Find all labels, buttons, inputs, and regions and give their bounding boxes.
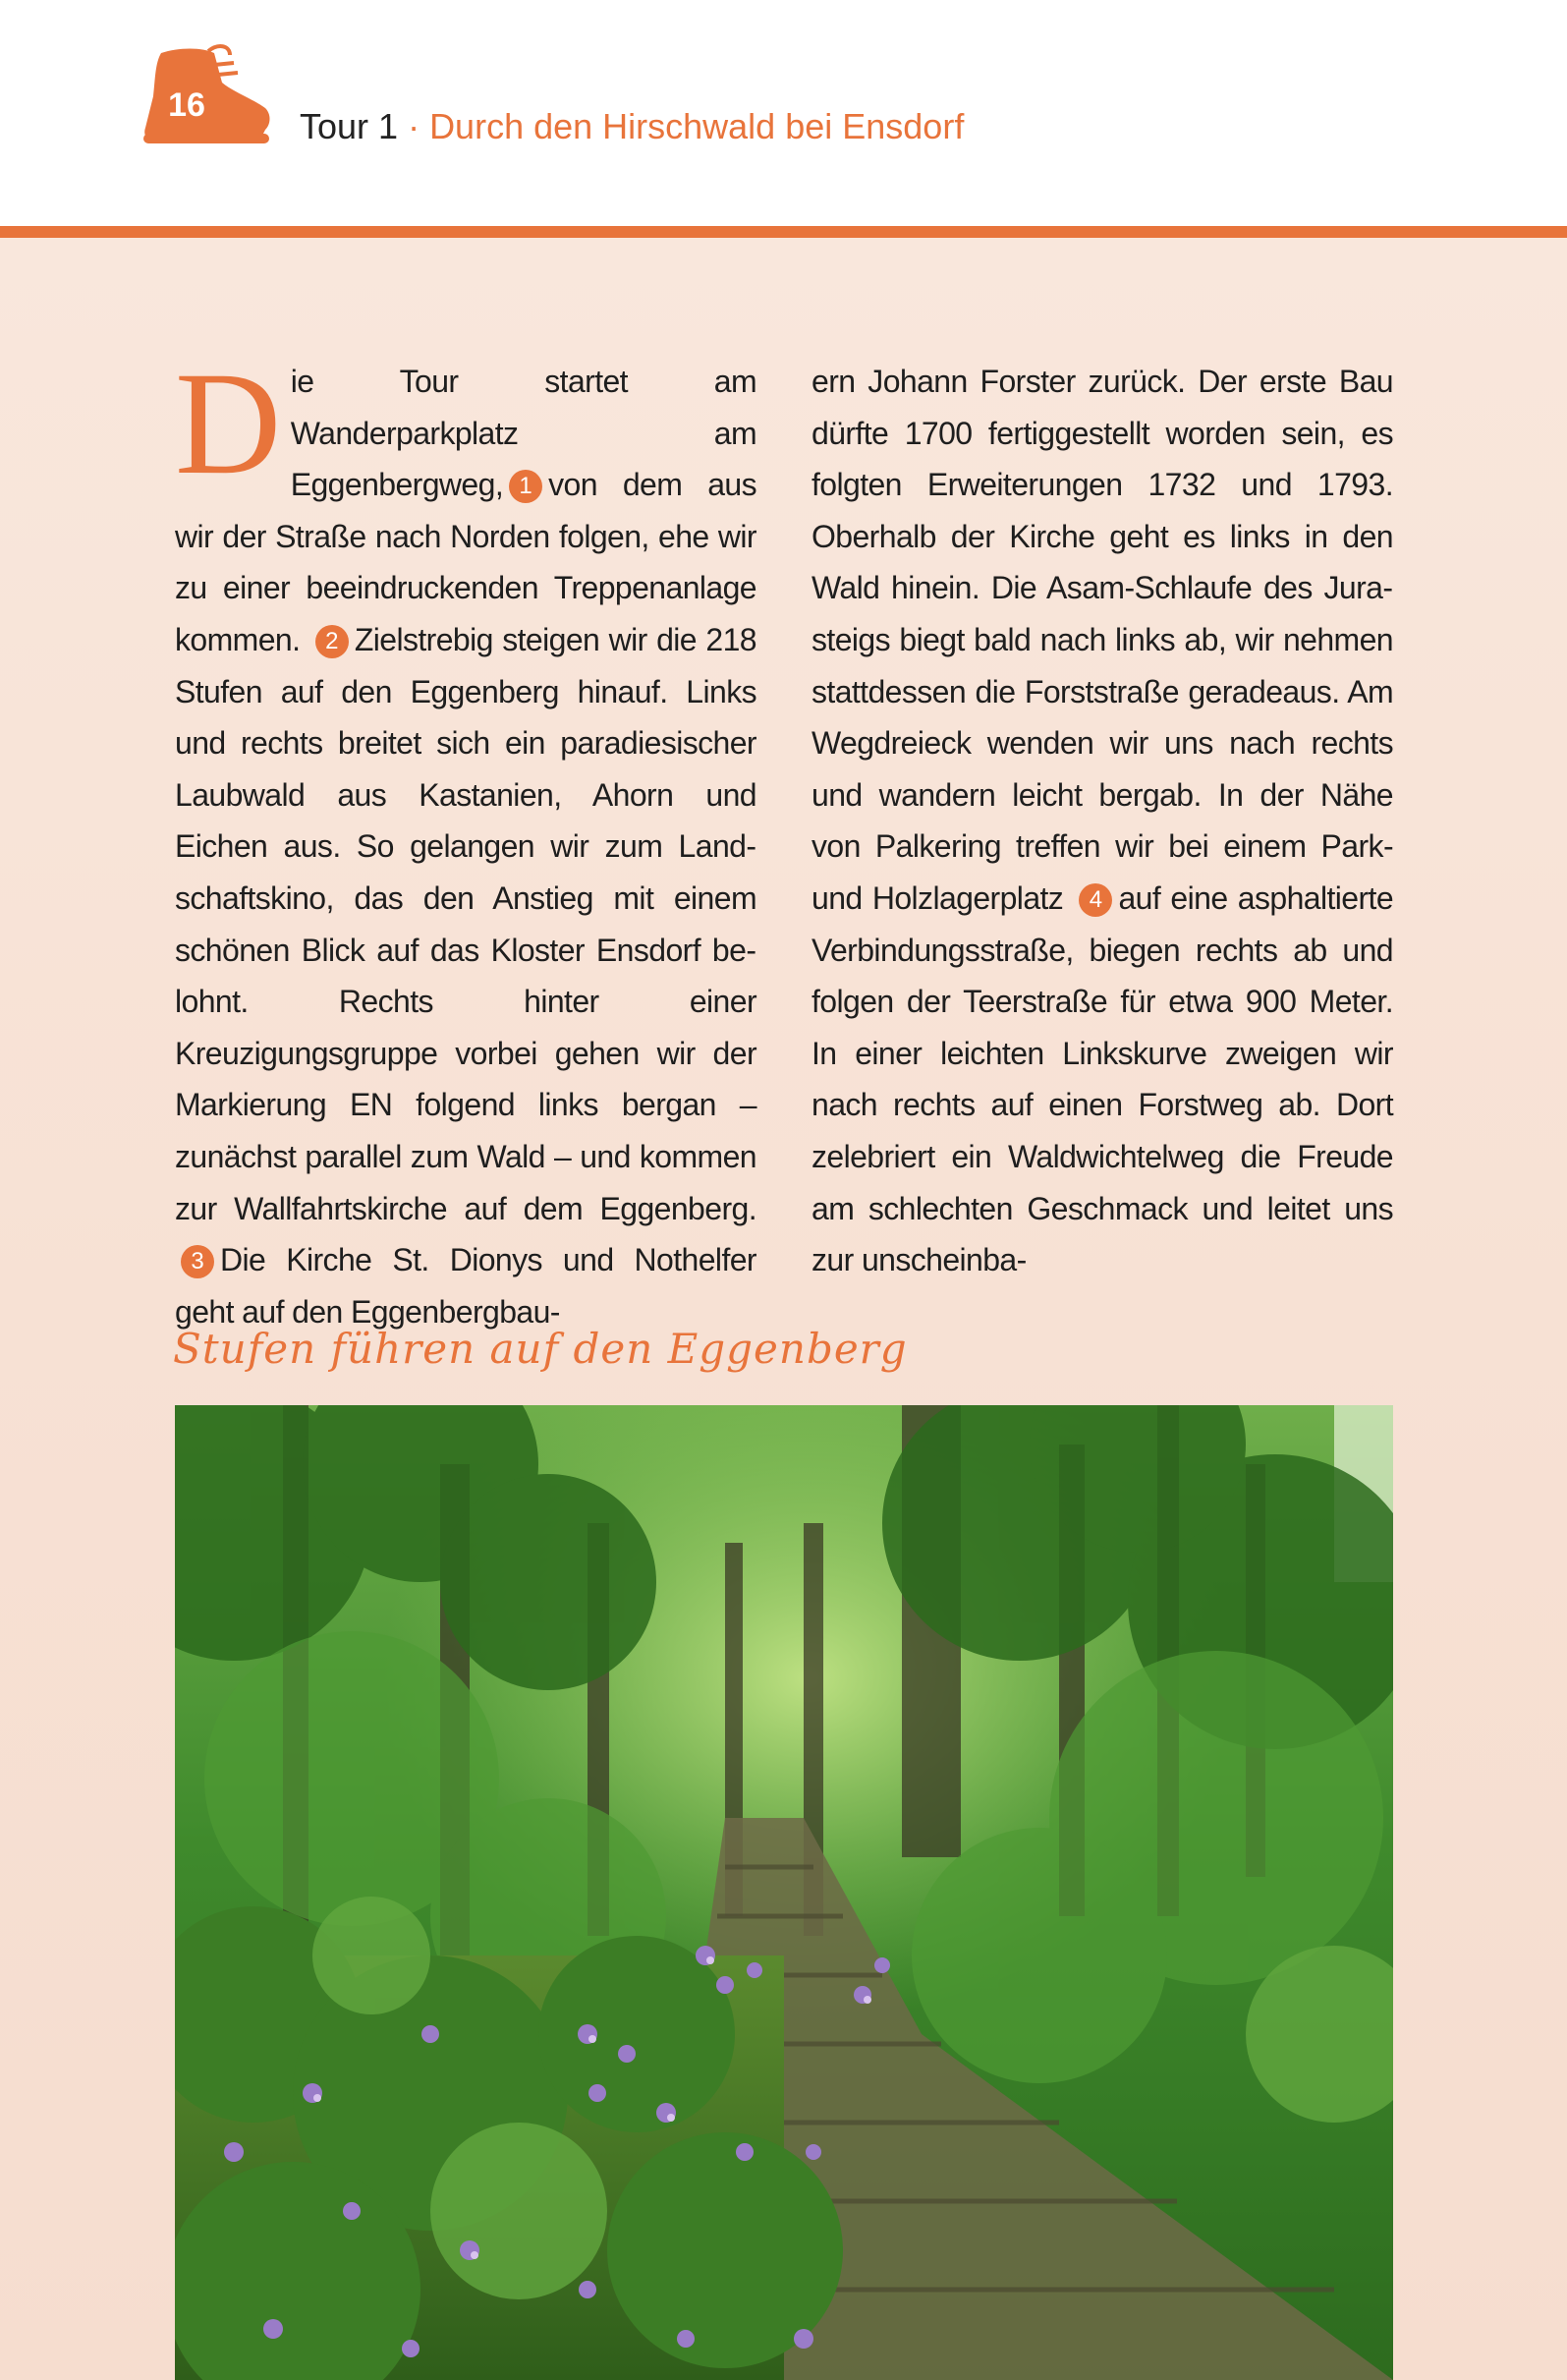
- running-header: [300, 106, 964, 147]
- paragraph-text: Die Kirche St. Dionys und Nothelfer geht auf den Eggenbergbau-: [175, 1242, 756, 1330]
- tour-title: Durch den Hirschwald bei Ensdorf: [429, 106, 965, 146]
- paragraph-text: auf eine asphaltierte Verbindungsstraße, biegen rechts ab und folgen der Teerstraße für etwa 900 Meter. In einer leichten Linkskurve zweigen wir nach rechts auf einen Forstweg ab. Dort zelebriert ein Waldwichtelweg die Freude am schlechten Geschmack und leitet uns zur unscheinba-: [811, 879, 1394, 1278]
- text-column-right: [811, 356, 1393, 1286]
- hiking-boot-icon: [140, 43, 277, 153]
- paragraph-text: Zielstrebig steigen wir die 218 Stufen auf den Eggenberg hinauf. Links und rechts breitet sich ein paradiesischer Laubwald aus Kastanien, Ahorn und Eichen aus. So gelangen wir zum Landschaftskino, das den Anstieg mit einem schönen Blick auf das Kloster Ensdorf belohnt. Rechts hinter einer Kreuzigungsgruppe vorbei gehen wir der Markierung EN folgend links bergan – zunächst parallel zum Wald – und kommen zur Wallfahrtskirche auf dem Eggenberg.: [175, 621, 756, 1226]
- forest-stairs-photo: [175, 1405, 1393, 2380]
- paragraph-text: ern Johann Forster zurück. Der erste Bau dürfte 1700 fertiggestellt worden sein, es folgten Erweiterungen 1732 und 1793. Oberhalb der Kirche geht es links in den Wald hinein. Die Asam-Schlaufe des Jurasteigs biegt bald nach links ab, wir nehmen stattdessen die Forststraße geradeaus. Am Wegdreieck wenden wir uns nach rechts und wandern leicht bergab. In der Nähe von Palkering treffen wir bei einem Park- und Holzlagerplatz: [811, 364, 1393, 916]
- header-rule: [0, 226, 1567, 238]
- text-column-left: [175, 342, 756, 1337]
- header-separator: ·: [408, 106, 420, 146]
- photo-caption: Stufen führen auf den Eggenberg: [173, 1325, 908, 1373]
- paragraph-text: ie Tour startet am Wanderparkplatz am Eggenbergweg,: [290, 364, 756, 503]
- paragraph-text: von dem aus wir der Straße nach Norden folgen, ehe wir zu einer beeindruckenden Treppenanlage kommen.: [175, 467, 756, 657]
- tour-label: Tour 1: [300, 106, 399, 146]
- page-header: [0, 0, 1567, 226]
- drop-cap: D: [175, 342, 281, 505]
- waypoint-marker-4: 4: [1079, 883, 1112, 917]
- waypoint-marker-3: 3: [181, 1245, 214, 1278]
- waypoint-marker-2: 2: [315, 625, 349, 658]
- page-number: 16: [168, 86, 205, 124]
- waypoint-marker-1: 1: [509, 470, 542, 503]
